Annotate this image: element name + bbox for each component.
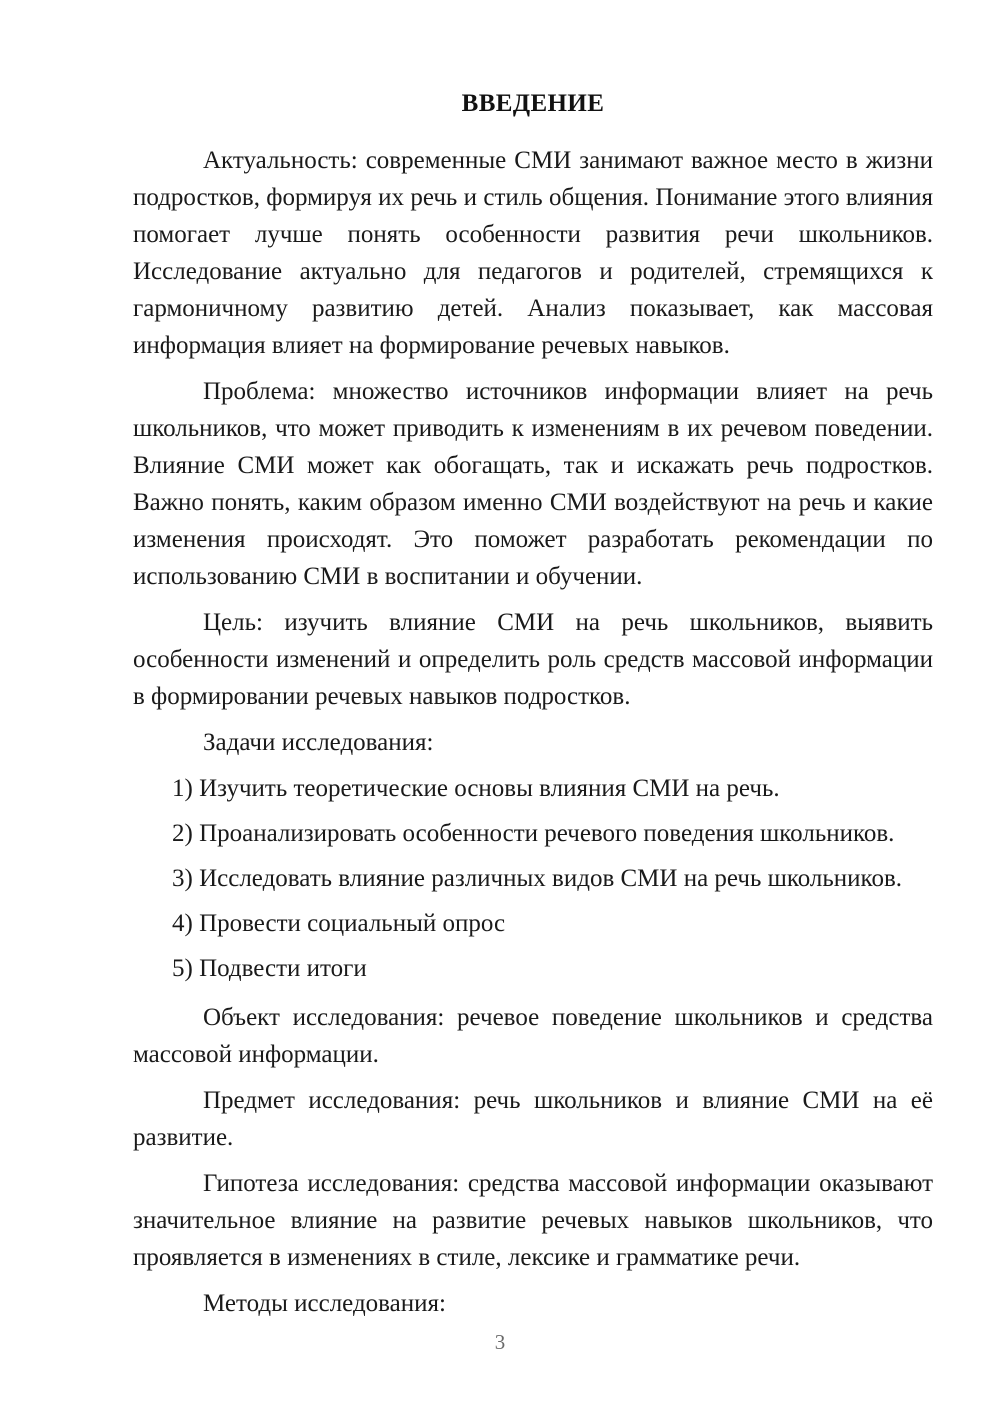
list-item: 4) Провести социальный опрос [172,910,506,937]
page-number: 3 [494,1330,506,1354]
paragraph-relevance: Актуальность: современные СМИ занимают важное место в жизни подростков, формируя их речь и стиль общения. Понимание этого влияния помогает лучше понять особенности развития речи школьников. Исследование актуально для педагогов и родителей, стремящихся к гармоничному развитию детей. Анализ показывает, как массовая информация влияет на формирование речевых навыков. [133,147,933,359]
methods-heading: Методы исследования: [203,1290,446,1317]
tasks-heading: Задачи исследования: [203,729,434,756]
paragraph-problem: Проблема: множество источников информации влияет на речь школьников, что может приводить к изменениям в их речевом поведении. Влияние СМИ может как обогащать, так и искажать речь подростков. Важно понять, каким образом именно СМИ воздействуют на речь и какие изменения происходят. Это поможет разработать рекомендации по использованию СМИ в воспитании и обучении. [133,378,933,590]
tasks-list [133,770,933,987]
paragraph-goal: Цель: изучить влияние СМИ на речь школьников, выявить особенности изменений и определить роль средств массовой информации в формировании речевых навыков подростков. [133,609,933,710]
page-title: ВВЕДЕНИЕ [461,90,605,117]
paragraph-subject: Предмет исследования: речь школьников и влияние СМИ на её развитие. [133,1087,933,1151]
list-item: 1) Изучить теоретические основы влияния СМИ на речь. [172,775,780,802]
list-item: 3) Исследовать влияние различных видов СМИ на речь школьников. [172,865,902,892]
paragraph-hypothesis: Гипотеза исследования: средства массовой информации оказывают значительное влияние на развитие речевых навыков школьников, что проявляется в изменениях в стиле, лексике и грамматике речи. [133,1170,933,1271]
paragraph-object: Объект исследования: речевое поведение школьников и средства массовой информации. [133,1004,933,1068]
list-item: 2) Проанализировать особенности речевого поведения школьников. [172,820,895,847]
list-item: 5) Подвести итоги [172,955,367,982]
document-body [133,88,933,1322]
